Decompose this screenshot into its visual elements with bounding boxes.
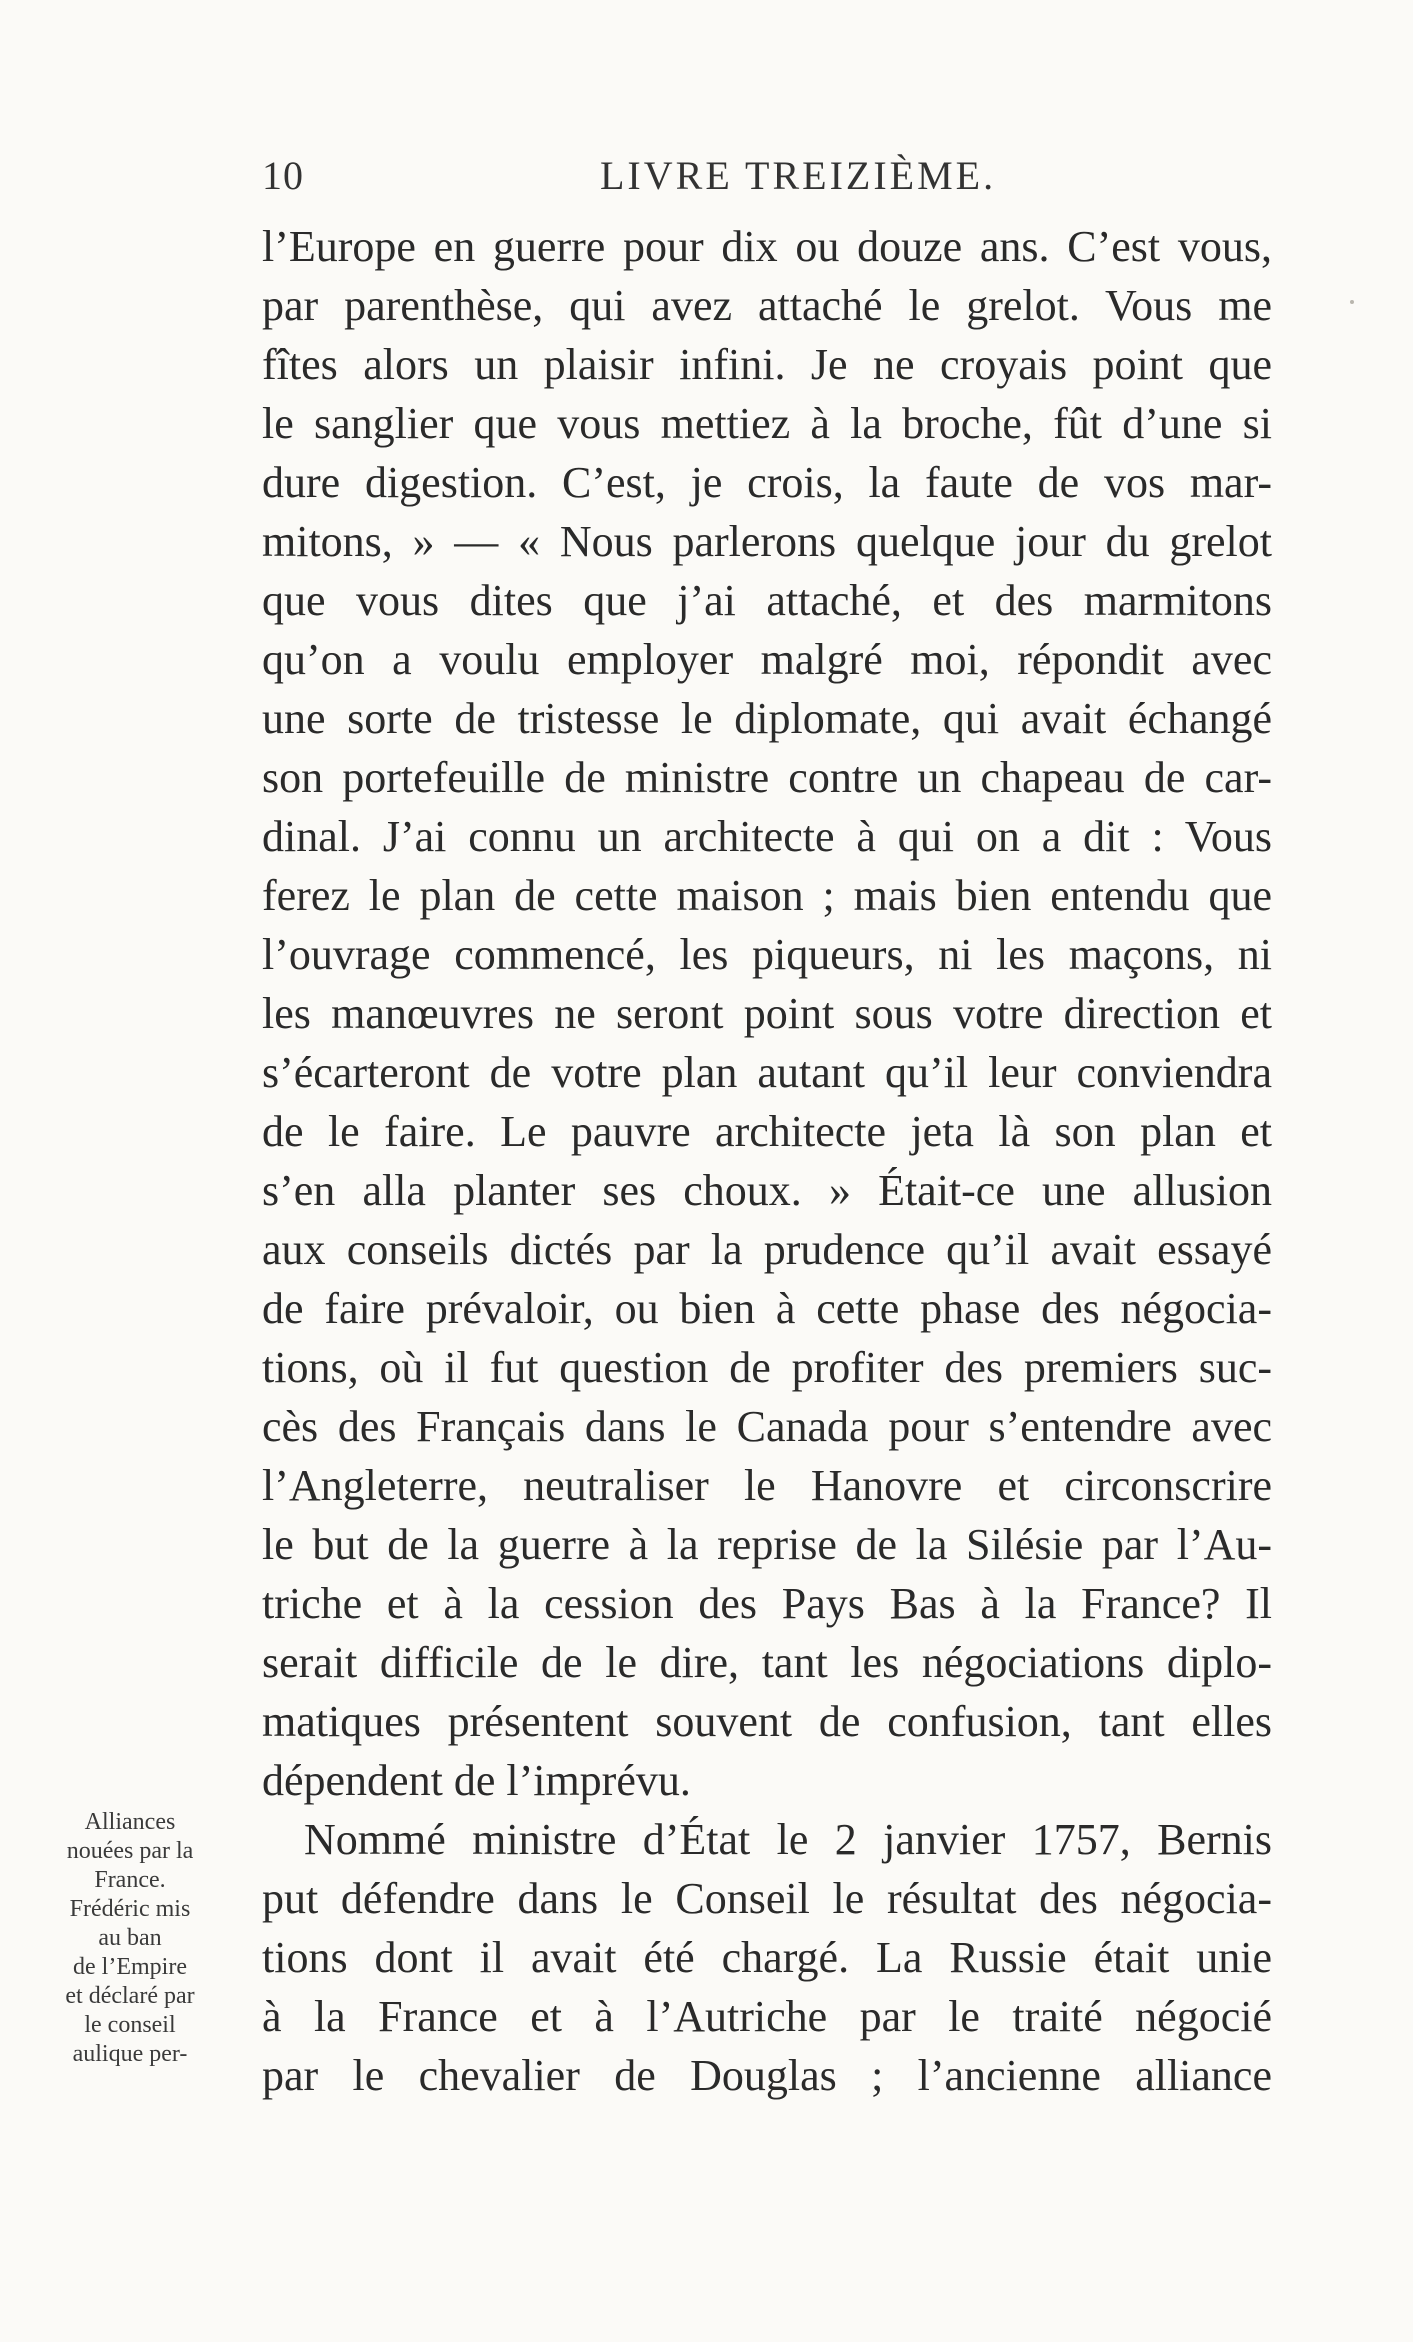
margin-note-line: Frédéric mis — [69, 1896, 191, 1922]
text-line: dinal. J’ai connu un architecte à qui on a dit : Vous — [262, 812, 1272, 861]
text-line: aux conseils dictés par la prudence qu’il avait essayé — [262, 1225, 1272, 1274]
text-line: tions dont il avait été chargé. La Russie était unie — [262, 1933, 1272, 1982]
text-line: triche et à la cession des Pays Bas à la France? Il — [262, 1579, 1272, 1628]
text-line: par le chevalier de Douglas ; l’ancienne alliance — [262, 2051, 1272, 2100]
text-line: qu’on a voulu employer malgré moi, répondit avec — [262, 635, 1272, 684]
text-line: mitons, » — « Nous parlerons quelque jour du grelot — [262, 517, 1272, 566]
text-line: dépendent de l’imprévu. — [262, 1756, 691, 1805]
text-line: put défendre dans le Conseil le résultat des négocia- — [262, 1874, 1272, 1923]
text-line: s’écarteront de votre plan autant qu’il leur conviendra — [262, 1048, 1272, 1097]
text-line: à la France et à l’Autriche par le traité négocié — [262, 1992, 1272, 2041]
text-line: matiques présentent souvent de confusion, tant elles — [262, 1697, 1272, 1746]
text-line: ferez le plan de cette maison ; mais bien entendu que — [262, 871, 1272, 920]
margin-note-line: Alliances — [84, 1809, 176, 1835]
text-line: les manœuvres ne seront point sous votre direction et — [262, 989, 1272, 1038]
text-line: de faire prévaloir, ou bien à cette phase des négocia- — [262, 1284, 1272, 1333]
margin-note-line: de l’Empire — [73, 1954, 187, 1980]
paper-speck — [1350, 300, 1354, 304]
body-text — [262, 217, 1272, 2105]
text-line: tions, où il fut question de profiter des premiers suc- — [262, 1343, 1272, 1392]
text-line: serait difficile de le dire, tant les négociations diplo- — [262, 1638, 1272, 1687]
margin-note-line: le conseil — [84, 2012, 176, 2038]
text-line: dure digestion. C’est, je crois, la faute de vos mar- — [262, 458, 1272, 507]
text-line: de le faire. Le pauvre architecte jeta là son plan et — [262, 1107, 1272, 1156]
margin-note-line: et déclaré par — [65, 1983, 195, 2009]
text-line: cès des Français dans le Canada pour s’entendre avec — [262, 1402, 1272, 1451]
page-number: 10 — [262, 153, 304, 198]
text-line: par parenthèse, qui avez attaché le grelot. Vous me — [262, 281, 1272, 330]
margin-note-line: aulique per- — [72, 2041, 188, 2067]
margin-note — [38, 1808, 222, 2069]
text-line: s’en alla planter ses choux. » Était-ce une allusion — [262, 1166, 1272, 1215]
text-line: le sanglier que vous mettiez à la broche, fût d’une si — [262, 399, 1272, 448]
text-line: son portefeuille de ministre contre un chapeau de car- — [262, 753, 1272, 802]
text-line: fîtes alors un plaisir infini. Je ne croyais point que — [262, 340, 1272, 389]
text-line: Nommé ministre d’État le 2 janvier 1757, Bernis — [304, 1815, 1272, 1864]
text-line: le but de la guerre à la reprise de la Silésie par l’Au- — [262, 1520, 1272, 1569]
text-line: l’Angleterre, neutraliser le Hanovre et circonscrire — [262, 1461, 1272, 1510]
text-line: l’ouvrage commencé, les piqueurs, ni les maçons, ni — [262, 930, 1272, 979]
margin-note-line: nouées par la — [66, 1838, 194, 1864]
margin-note-line: au ban — [98, 1925, 162, 1951]
text-line: que vous dites que j’ai attaché, et des marmitons — [262, 576, 1272, 625]
text-line: une sorte de tristesse le diplomate, qui avait échangé — [262, 694, 1272, 743]
margin-note-line: France. — [94, 1867, 166, 1893]
running-head: LIVRE TREIZIÈME. — [600, 153, 997, 198]
text-line: l’Europe en guerre pour dix ou douze ans. C’est vous, — [262, 222, 1272, 271]
